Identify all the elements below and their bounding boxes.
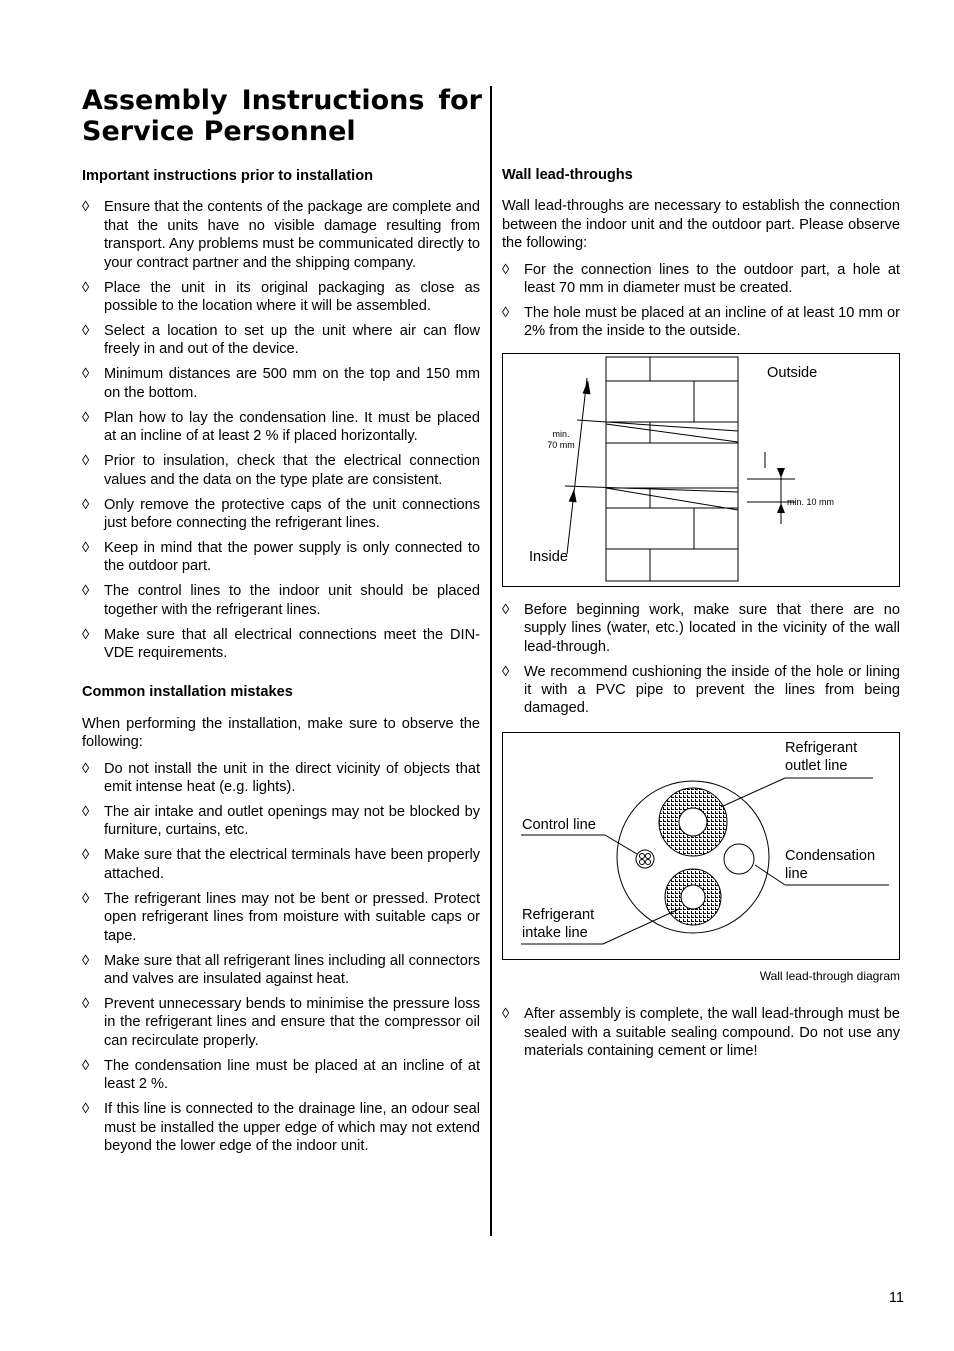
figure-caption: Wall lead-through diagram	[759, 968, 900, 983]
list-item: ◊ The hole must be placed at an incline of at least 10 mm or 2% from the inside to the outside.	[502, 305, 900, 340]
list-item: ◊ Make sure that the electrical terminals have been properly attached.	[82, 847, 480, 882]
list-item: ◊ Minimum distances are 500 mm on the top and 150 mm on the bottom.	[82, 366, 480, 401]
mistakes-list	[82, 760, 480, 1156]
list-item: ◊ Keep in mind that the power supply is only connected to the outdoor part.	[82, 540, 480, 575]
diamond-bullet-icon: ◊	[82, 1101, 90, 1118]
list-item: ◊ Prior to insulation, check that the electrical connection values and the data on the type plate are consistent.	[82, 453, 480, 488]
inside-label: Inside	[529, 548, 568, 565]
left-column	[82, 167, 480, 1162]
condensation-line-label: Condensation line	[785, 847, 876, 882]
list-item: ◊ Only remove the protective caps of the unit connections just before connecting the refrigerant lines.	[82, 496, 480, 532]
right-column	[502, 166, 900, 1067]
page-title: Assembly Instructions for Service Personnel	[82, 85, 482, 147]
lines-cross-section-diagram	[502, 732, 900, 960]
sealing-list	[502, 1005, 900, 1060]
refrigerant-outlet-label: Refrigerant outlet line	[785, 739, 858, 774]
diamond-bullet-icon: ◊	[82, 626, 90, 643]
list-item: ◊ After assembly is complete, the wall lead-through must be sealed with a suitable sealing compound. Do not use any materials containing cement or lime!	[502, 1006, 900, 1060]
diamond-bullet-icon: ◊	[82, 952, 90, 969]
list-item: ◊ Plan how to lay the condensation line. It must be placed at an incline of at least 2 % if placed horizontally.	[82, 409, 480, 445]
list-item: ◊ For the connection lines to the outdoor part, a hole at least 70 mm in diameter must be created.	[502, 261, 900, 297]
list-item: ◊ Do not install the unit in the direct vicinity of objects that emit intense heat (e.g. lights).	[82, 760, 480, 795]
diamond-bullet-icon: ◊	[82, 890, 90, 907]
list-item: ◊ The air intake and outlet openings may not be blocked by furniture, curtains, etc.	[82, 803, 480, 839]
diamond-bullet-icon: ◊	[82, 496, 90, 513]
diameter-label: min. 70 mm	[547, 428, 575, 450]
list-item: ◊ Make sure that all refrigerant lines including all connectors and valves are insulated against heat.	[82, 952, 480, 987]
lead-through-list-2	[502, 601, 900, 718]
lead-through-list	[502, 261, 900, 341]
section-heading: Important instructions prior to installation	[82, 168, 374, 184]
diamond-bullet-icon: ◊	[82, 540, 90, 557]
wall-section-diagram	[502, 353, 900, 587]
list-item: ◊ Before beginning work, make sure that there are no supply lines (water, etc.) located in the vicinity of the wall lead-through.	[502, 601, 900, 655]
list-item: ◊ We recommend cushioning the inside of the hole or lining it with a PVC pipe to prevent the lines from being damaged.	[502, 663, 900, 717]
diamond-bullet-icon: ◊	[82, 1057, 90, 1074]
list-item: ◊ Ensure that the contents of the package are complete and that the units have no visible damage resulting from transport. Any problems must be communicated directly to your contract partner and the shipping company.	[82, 199, 480, 271]
diamond-bullet-icon: ◊	[82, 583, 90, 600]
diamond-bullet-icon: ◊	[82, 279, 90, 296]
list-item: ◊ If this line is connected to the drainage line, an odour seal must be installed the upper edge of which may not extend beyond the lower edge of the indoor unit.	[82, 1101, 480, 1154]
column-divider	[490, 86, 492, 1236]
diamond-bullet-icon: ◊	[82, 995, 90, 1012]
list-item: ◊ The refrigerant lines may not be bent or pressed. Protect open refrigerant lines from moisture with suitable caps or tape.	[82, 890, 480, 944]
list-item: ◊ Make sure that all electrical connections meet the DIN-VDE requirements.	[82, 626, 480, 662]
outside-label: Outside	[767, 364, 818, 381]
section-intro: Wall lead-throughs are necessary to establish the connection between the indoor unit and the outdoor part. Please observe the following:	[502, 198, 900, 252]
diamond-bullet-icon: ◊	[82, 323, 90, 340]
list-item: ◊ The condensation line must be placed at an incline of at least 2 %.	[82, 1057, 480, 1093]
section-intro: When performing the installation, make sure to observe the following:	[82, 715, 480, 751]
page-number: 11	[888, 1290, 904, 1306]
diamond-bullet-icon: ◊	[82, 847, 90, 864]
control-line-label: Control line	[522, 816, 596, 833]
section-heading: Wall lead-throughs	[502, 167, 633, 183]
incline-label: min. 10 mm	[787, 496, 835, 507]
diamond-bullet-icon: ◊	[502, 1006, 510, 1023]
diamond-bullet-icon: ◊	[502, 663, 510, 680]
diamond-bullet-icon: ◊	[502, 601, 510, 618]
diamond-bullet-icon: ◊	[502, 305, 510, 322]
diamond-bullet-icon: ◊	[82, 366, 90, 383]
instruction-list	[82, 198, 480, 662]
diamond-bullet-icon: ◊	[82, 409, 90, 426]
diamond-bullet-icon: ◊	[82, 453, 90, 470]
refrigerant-intake-label: Refrigerant intake line	[522, 906, 595, 941]
diamond-bullet-icon: ◊	[82, 760, 90, 777]
section-heading: Common installation mistakes	[82, 684, 293, 701]
diamond-bullet-icon: ◊	[502, 261, 510, 278]
diamond-bullet-icon: ◊	[82, 803, 90, 820]
diamond-bullet-icon: ◊	[82, 199, 90, 216]
list-item: ◊ The control lines to the indoor unit should be placed together with the refrigerant lines.	[82, 583, 480, 618]
list-item: ◊ Select a location to set up the unit where air can flow freely in and out of the device.	[82, 323, 480, 358]
list-item: ◊ Place the unit in its original packaging as close as possible to the location where it will be assembled.	[82, 279, 480, 315]
list-item: ◊ Prevent unnecessary bends to minimise the pressure loss in the refrigerant lines and ensure that the compressor oil can recirculate properly.	[82, 995, 480, 1049]
